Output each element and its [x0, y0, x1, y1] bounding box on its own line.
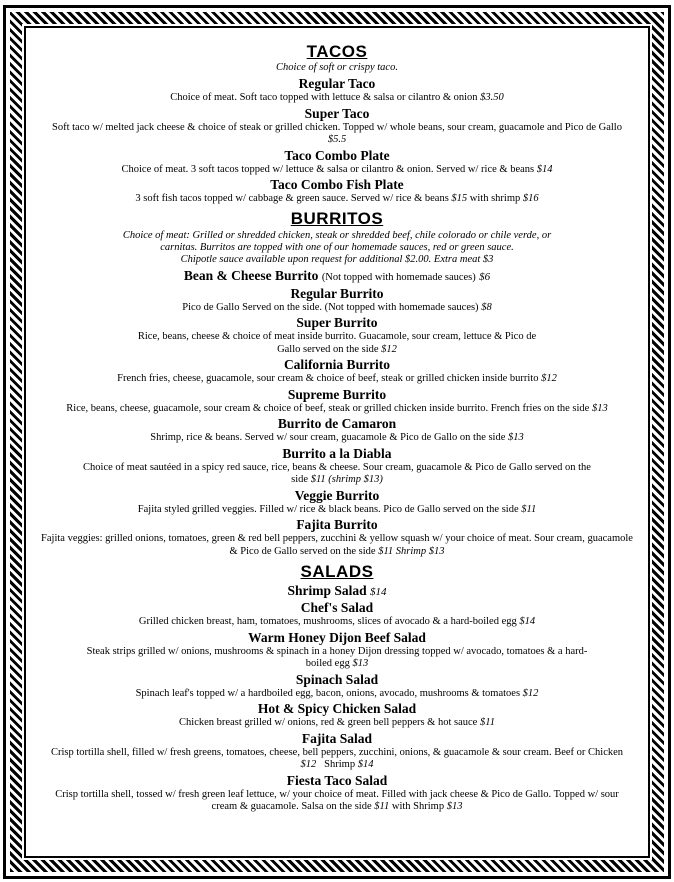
item-desc: Fajita veggies: grilled onions, tomatoes, green & red bell peppers, zucchini & yellow squash w/ your choice of meat. Sour cream, guacamole & Pico de Gallo served on the side $11 Shrimp $13 [41, 533, 633, 557]
section-heading-salads: SALADS [300, 562, 374, 581]
item-name: Supreme Burrito [287, 386, 387, 402]
item-price: $6 [479, 270, 491, 283]
item-desc: Pico de Gallo Served on the side. (Not topped with homemade sauces) $8 [182, 301, 492, 313]
item-name: Fajita Burrito [296, 517, 378, 532]
item-desc: French fries, cheese, guacamole, sour cream & choice of beef, steak or grilled chicken inside burrito $12 [117, 373, 557, 384]
item-desc: Soft taco w/ melted jack cheese & choice of steak or grilled chicken. Topped w/ whole beans, sour cream, guacamole and Pico de Gallo $5.5 [52, 121, 622, 145]
item-price: $11 [374, 801, 390, 812]
section-heading-tacos: TACOS [306, 42, 368, 61]
item-desc: Spinach leaf's topped w/ a hardboiled egg, bacon, onions, avocado, mushrooms & tomatoes $12 [135, 687, 539, 699]
item-name: Warm Honey Dijon Beef Salad [248, 629, 426, 645]
section-heading-burritos: BURRITOS [290, 208, 384, 228]
item-price: $11 Shrimp $13 [378, 545, 445, 557]
item-name: Regular Burrito [290, 285, 384, 301]
item-price: $14 [357, 759, 374, 770]
item-name: Taco Combo Plate [284, 147, 390, 163]
item-price: $12 [300, 759, 317, 770]
item-price: $13 [352, 658, 369, 669]
item-desc: Fajita styled grilled veggies. Filled w/ rice & black beans. Pico de Gallo served on the side $11 [137, 503, 537, 515]
item-price: $16 [522, 193, 539, 204]
item-name: Chef's Salad [300, 600, 374, 615]
item-price: $11 [521, 503, 537, 515]
item-desc: Choice of meat sautéed in a spicy red sauce, rice, beans & cheese. Sour cream, guacamole & Pico de Gallo served on the side $11 (shrimp $13) [83, 461, 591, 485]
item-name: Regular Taco [298, 76, 376, 91]
item-price: $13 [591, 402, 608, 414]
item-price: $3.50 [480, 92, 504, 103]
item-desc: Rice, beans, cheese & choice of meat inside burrito. Guacamole, sour cream, lettuce & Pico de Gallo served on the side $12 [137, 331, 537, 355]
item-desc: Shrimp, rice & beans. Served w/ sour cream, guacamole & Pico de Gallo on the side $13 [150, 432, 524, 443]
item-name: Super Taco [304, 105, 370, 121]
item-desc: Crisp tortilla shell, tossed w/ fresh green leaf lettuce, w/ your choice of meat. Filled with jack cheese & Pico de Gallo. Topped w/ sour cream & guacamole. Salsa on the side $11 with Shrimp $13 [55, 788, 619, 812]
item-price: $11 [479, 717, 495, 728]
item-price: $12 [541, 373, 557, 384]
tacos-note: Choice of soft or crispy taco. [276, 62, 398, 73]
item-name: Super Burrito [296, 315, 378, 330]
item-price: $12 [522, 687, 539, 699]
item-name: Burrito a la Diabla [282, 445, 392, 461]
item-price: $8 [481, 301, 492, 313]
item-price: $15 [451, 193, 468, 204]
item-name: Veggie Burrito [294, 487, 380, 503]
item-name: Fiesta Taco Salad [286, 772, 388, 788]
menu-content [36, 42, 638, 815]
burritos-note: Choice of meat: Grilled or shredded chicken, steak or shredded beef, chile colorado or chile verde, or carnitas. Burritos are topped with one of our homemade sauces, red or green sauce. Chipotle sauce available upon request for additional $2.00. Extra meat $3 [122, 229, 552, 265]
item-desc: 3 soft fish tacos topped w/ cabbage & green sauce. Served w/ rice & beans $15 with shrimp $16 [135, 193, 539, 204]
item-price: $14 [519, 616, 536, 627]
item-name: Hot & Spicy Chicken Salad [257, 701, 417, 716]
item-name: Taco Combo Fish Plate [270, 177, 404, 192]
item-desc: Chicken breast grilled w/ onions, red & green bell peppers & hot sauce $11 [179, 717, 495, 728]
item-desc: Steak strips grilled w/ onions, mushrooms & spinach in a honey Dijon dressing topped w/ avocado, tomatoes & a hard-boiled egg $13 [86, 645, 588, 669]
item-price: $13 [446, 801, 463, 812]
item-price: $14 [370, 586, 387, 598]
item-name: Shrimp Salad $14 [287, 583, 387, 598]
item-name: Fajita Salad [301, 730, 373, 746]
item-desc: Choice of meat. Soft taco topped with lettuce & salsa or cilantro & onion $3.50 [170, 92, 504, 103]
item-price: $11 (shrimp $13) [310, 474, 383, 485]
item-name: Spinach Salad [295, 671, 379, 687]
item-desc: Crisp tortilla shell, filled w/ fresh greens, tomatoes, cheese, bell peppers, zucchini, onions, & guacamole & sour cream. Beef or Chicken $12 Shrimp $14 [50, 746, 624, 770]
item-desc: Choice of meat. 3 soft tacos topped w/ lettuce & salsa or cilantro & onion. Served w/ rice & beans $14 [121, 163, 553, 175]
item-desc: Rice, beans, cheese, guacamole, sour cream & choice of beef, steak or grilled chicken inside burrito. French fries on the side $13 [66, 402, 608, 414]
item-price: $5.5 [327, 134, 347, 145]
item-name: California Burrito [283, 357, 391, 372]
item-price: $14 [536, 163, 553, 175]
item-price: $12 [381, 343, 397, 355]
item-desc: Grilled chicken breast, ham, tomatoes, mushrooms, slices of avocado & a hard-boiled egg $14 [138, 616, 536, 627]
item-name: Burrito de Camaron [277, 416, 397, 431]
item-price: $13 [508, 432, 524, 443]
item-name: Bean & Cheese Burrito (Not topped with homemade sauces) $6 [183, 267, 491, 283]
